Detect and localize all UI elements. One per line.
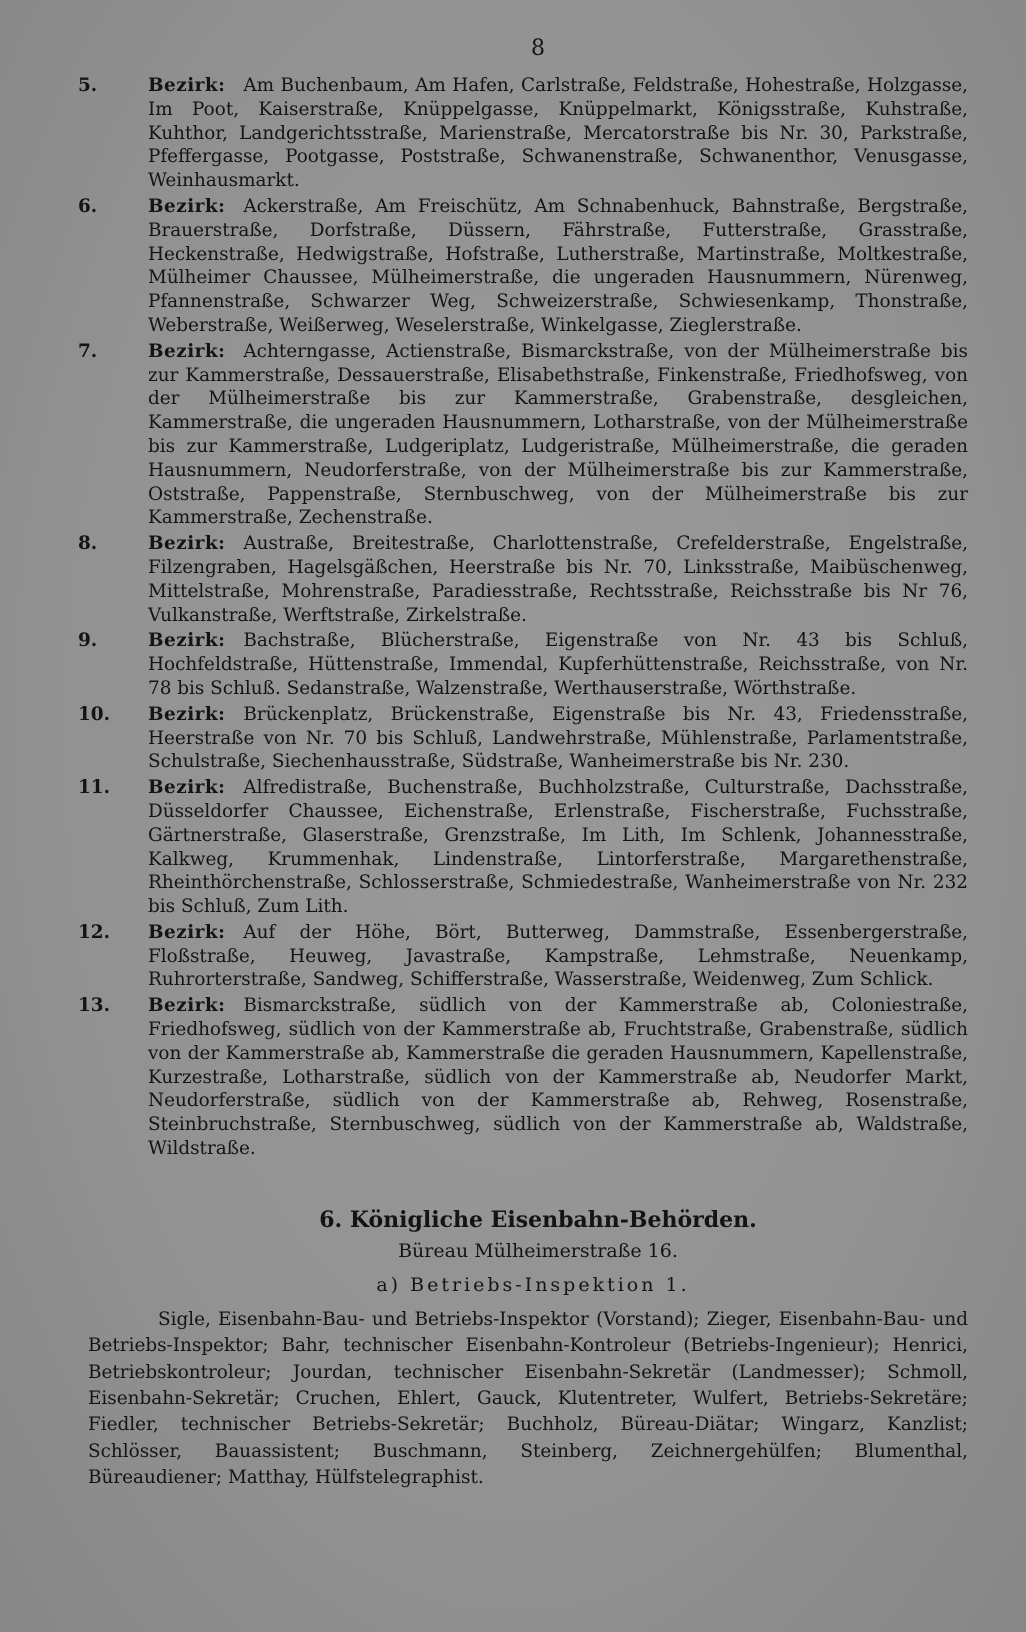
district-entry-11 xyxy=(78,776,968,919)
district-streets: Bismarckstraße, südlich von der Kammerstraße ab, Coloniestraße, Friedhofsweg, südlich von der Kammerstraße ab, Fruchtstraße, Grabenstraße, südlich von der Kammerstraße ab, Kammerstraße die geraden Hausnummern, Kapellenstraße, Kurzestraße, Lotharstraße, südlich von der Kammerstraße ab, Neudorfer Markt, Neudorferstraße, südlich von der Kammerstraße ab, Rehweg, Rosenstraße, Steinbruchstraße, Sternbuschweg, südlich von der Kammerstraße ab, Waldstraße, Wildstraße. xyxy=(148,995,968,1160)
district-entry-9 xyxy=(78,629,968,700)
district-number: 8. xyxy=(78,533,98,555)
district-number: 10. xyxy=(78,703,110,725)
page-number: 8 xyxy=(531,36,545,61)
district-number: 11. xyxy=(78,777,110,799)
district-list xyxy=(78,74,968,1161)
district-streets: Bachstraße, Blücherstraße, Eigenstraße von Nr. 43 bis Schluß, Hochfeldstraße, Hüttenstraße, Immendal, Kupferhüttenstraße, Reichsstraße, von Nr. 78 bis Schluß. Sedanstraße, Walzenstraße, Werthauserstraße, Wörthstraße. xyxy=(148,630,968,699)
district-entry-12 xyxy=(78,921,968,992)
district-label: Bezirk: xyxy=(148,921,226,943)
district-streets: Ackerstraße, Am Freischütz, Am Schnabenhuck, Bahnstraße, Bergstraße, Brauerstraße, Dorfstraße, Düssern, Fährstraße, Futterstraße, Grasstraße, Heckenstraße, Hedwigstraße, Hofstraße, Lutherstraße, Martinstraße, Moltkestraße, Mülheimer Chaussee, Mülheimerstraße, die ungeraden Hausnummern, Nürenweg, Pfannenstraße, Schwarzer Weg, Schweizerstraße, Schwiesenkamp, Thonstraße, Weberstraße, Weißerweg, Weselerstraße, Winkelgasse, Zieglerstraße. xyxy=(148,195,968,336)
section-heading: 6. Königliche Eisenbahn-Behörden. xyxy=(319,1206,757,1233)
bureau-address: Büreau Mülheimerstraße 16. xyxy=(398,1239,678,1262)
district-entry-8 xyxy=(78,532,968,627)
district-streets: Am Buchenbaum, Am Hafen, Carlstraße, Feldstraße, Hohestraße, Holzgasse, Im Poot, Kaiserstraße, Knüppelgasse, Knüppelmarkt, Königsstraße, Kuhstraße, Kuhthor, Landgerichtsstraße, Marienstraße, Mercatorstraße bis Nr. 30, Parkstraße, Pfeffergasse, Pootgasse, Poststraße, Schwanenstraße, Schwanenthor, Venusgasse, Weinhausmarkt. xyxy=(148,75,968,192)
district-number: 7. xyxy=(78,340,98,362)
district-entry-5 xyxy=(78,74,968,193)
district-number: 13. xyxy=(78,995,110,1017)
district-label: Bezirk: xyxy=(148,995,226,1017)
district-number: 5. xyxy=(78,75,98,96)
district-label: Bezirk: xyxy=(148,195,226,217)
district-label: Bezirk: xyxy=(148,777,226,799)
subsection-heading: a) Betriebs-Inspektion 1. xyxy=(376,1273,690,1296)
district-label: Bezirk: xyxy=(148,533,226,555)
district-entry-13 xyxy=(78,994,968,1161)
district-entry-10 xyxy=(78,703,968,774)
district-number: 12. xyxy=(78,921,110,943)
district-streets: Achterngasse, Actienstraße, Bismarckstraße, von der Mülheimerstraße bis zur Kammerstraße, Dessauerstraße, Elisabethstraße, Finkenstraße, Friedhofsweg, von der Mülheimerstraße bis zur Kammerstraße, Grabenstraße, desgleichen, Kammerstraße, die ungeraden Hausnummern, Lotharstraße, von der Mülheimerstraße bis zur Kammerstraße, Ludgeriplatz, Ludgeristraße, Mülheimerstraße, die geraden Hausnummern, Neudorferstraße, von der Mülheimerstraße bis zur Kammerstraße, Oststraße, Pappenstraße, Sternbuschweg, von der Mülheimerstraße bis zur Kammerstraße, Zechenstraße. xyxy=(148,340,968,529)
district-entry-7 xyxy=(78,340,968,530)
district-streets: Alfredistraße, Buchenstraße, Buchholzstraße, Culturstraße, Dachsstraße, Düsseldorfer Chaussee, Eichenstraße, Erlenstraße, Fischerstraße, Fuchsstraße, Gärtnerstraße, Glaserstraße, Grenzstraße, Im Lith, Im Schlenk, Johannesstraße, Kalkweg, Krummenhak, Lindenstraße, Lintorferstraße, Margarethenstraße, Rheinthörchenstraße, Schlosserstraße, Schmiedestraße, Wanheimerstraße von Nr. 232 bis Schluß, Zum Lith. xyxy=(148,777,968,918)
district-label: Bezirk: xyxy=(148,340,226,362)
district-label: Bezirk: xyxy=(148,75,226,96)
staff-list: Sigle, Eisenbahn-Bau- und Betriebs-Inspektor (Vorstand); Zieger, Eisenbahn-Bau- und Betriebs-Inspektor; Bahr, technischer Eisenbahn-Kontroleur (Betriebs-Ingenieur); Henrici, Betriebskontroleur; Jourdan, technischer Eisenbahn-Sekretär (Landmesser); Schmoll, Eisenbahn-Sekretär; Cruchen, Ehlert, Gauck, Klutentreter, Wulfert, Betriebs-Sekretäre; Fiedler, technischer Betriebs-Sekretär; Buchholz, Büreau-Diätar; Wingarz, Kanzlist; Schlösser, Bauassistent; Buschmann, Steinberg, Zeichnergehülfen; Blumenthal, Büreaudiener; Matthay, Hülfstelegraphist. xyxy=(88,1308,968,1489)
district-number: 6. xyxy=(78,195,98,217)
district-streets: Austraße, Breitestraße, Charlottenstraße, Crefelderstraße, Engelstraße, Filzengraben, Hagelsgäßchen, Heerstraße bis Nr. 70, Linksstraße, Maibüschenweg, Mittelstraße, Mohrenstraße, Paradiesstraße, Rechtsstraße, Reichsstraße bis Nr 76, Vulkanstraße, Werftstraße, Zirkelstraße. xyxy=(148,533,968,626)
district-label: Bezirk: xyxy=(148,703,226,725)
district-entry-6 xyxy=(78,195,968,338)
district-streets: Brückenplatz, Brückenstraße, Eigenstraße bis Nr. 43, Friedensstraße, Heerstraße von Nr. 70 bis Schluß, Landwehrstraße, Mühlenstraße, Parlamentstraße, Schulstraße, Siechenhausstraße, Südstraße, Wanheimerstraße bis Nr. 230. xyxy=(148,703,968,773)
district-label: Bezirk: xyxy=(148,630,226,652)
district-streets: Auf der Höhe, Bört, Butterweg, Dammstraße, Essenbergerstraße, Floßstraße, Heuweg, Javastraße, Kampstraße, Lehmstraße, Neuenkamp, Ruhrorterstraße, Sandweg, Schifferstraße, Wasserstraße, Weidenweg, Zum Schlick. xyxy=(148,921,968,991)
district-number: 9. xyxy=(78,630,98,652)
